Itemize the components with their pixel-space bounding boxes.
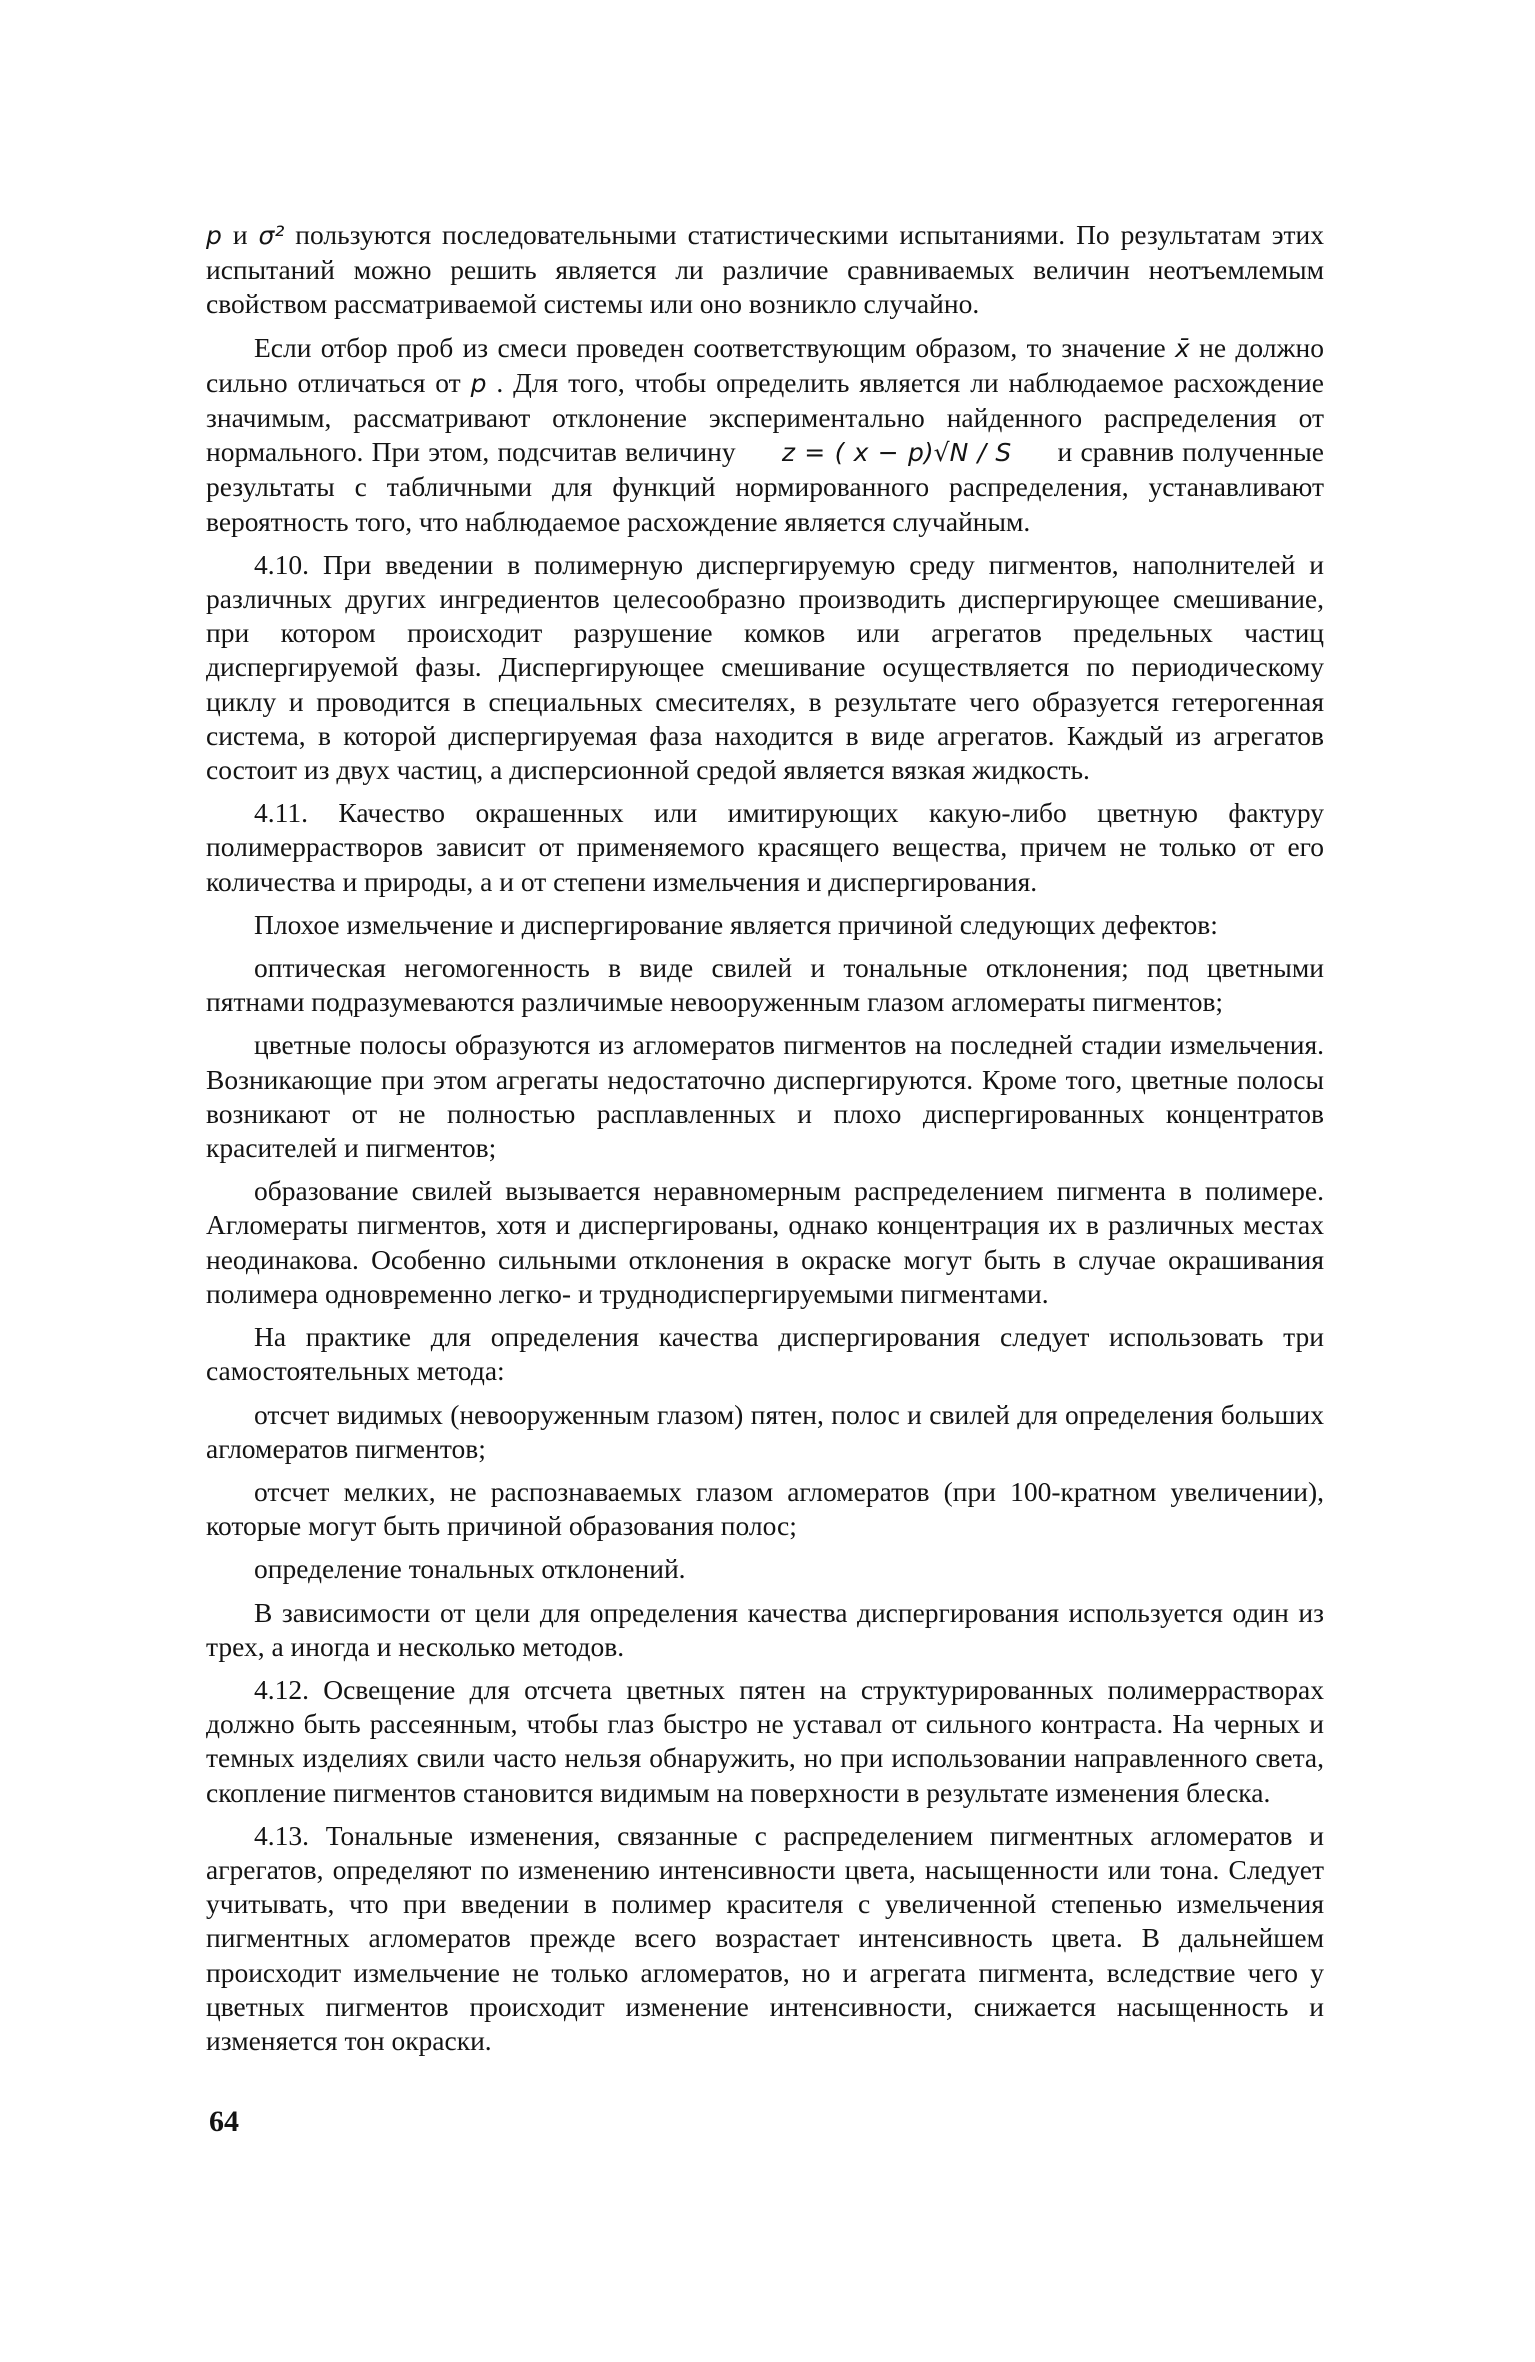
paragraph-1	[206, 218, 1324, 322]
paragraph-section-4-11: 4.11. Качество окрашенных или имитирующих какую-либо цветную фактуру полимеррастворов зависит от применяемого красящего вещества, причем не только от его количества и природы, а и от степени измельчения и диспергирования.	[206, 797, 1324, 897]
paragraph-defects-intro: Плохое измельчение и диспергирование является причиной следующих дефектов:	[254, 908, 1218, 940]
paragraph-method-small: отсчет мелких, не распознаваемых глазом агломератов (при 100-кратном увеличении), которые могут быть причиной образования полос;	[206, 1475, 1324, 1542]
paragraph-methods-intro: На практике для определения качества диспергирования следует использовать три самостоятельных метода:	[206, 1321, 1324, 1387]
symbol-p: p	[206, 221, 222, 250]
symbol-p: p	[470, 368, 487, 398]
text-run: пользуются последовательными статистическими испытаниями. По результатам этих испытаний можно решить является ли различие сравниваемых величин неотъемлемым свойством рассматриваемой системы или оно возникло случайно.	[206, 219, 1324, 320]
paragraph-method-visible: отсчет видимых (невооруженным глазом) пятен, полос и свилей для определения больших агломератов пигментов;	[206, 1398, 1324, 1464]
paragraph-defect-streaks: образование свилей вызывается неравномерным распределением пигмента в полимере. Агломераты пигментов, хотя и диспергированы, однако концентрация их в различных местах неодинакова. Особенно сильными отклонения в окраске могут быть в случае окрашивания полимера одновременно легко- и труднодиспергируемыми пигментами.	[206, 1175, 1324, 1309]
text-run: не должно сильно отличаться от	[206, 331, 1324, 398]
text-run: . Для того, чтобы определить является ли наблюдаемое расхождение значимым, рассматривают отклонение экспериментально найденного распределения от нормального. При этом, подсчитав величину	[206, 366, 1324, 468]
text-run: Если отбор проб из смеси проведен соответствующим образом, то значение	[254, 331, 1176, 363]
text-run: и сравнив полученные результаты с табличными для функций нормированного распределения, устанавливают вероятность того, что наблюдаемое расхождение является случайным.	[206, 436, 1324, 537]
formula-z: z = ( x − p)√N / S	[781, 438, 1012, 468]
paragraph-methods-choice: В зависимости от цели для определения качества диспергирования используется один из трех, а иногда и несколько методов.	[206, 1596, 1324, 1662]
paragraph-defect-optical: оптическая негомогенность в виде свилей и тональные отклонения; под цветными пятнами подразумеваются различимые невооруженным глазом агломераты пигментов;	[206, 952, 1324, 1018]
paragraph-section-4-10: 4.10. При введении в полимерную диспергируемую среду пигментов, наполнителей и различных других ингредиентов целесообразно производить диспергирующее смешивание, при котором происходит разрушение комков или агрегатов предельных частиц диспергируемой фазы. Диспергирующее смешивание осуществляется по периодическому циклу и проводится в специальных смесителях, в результате чего образуется гетерогенная система, в которой диспергируемая фаза находится в виде агрегатов. Каждый из агрегатов состоит из двух частиц, а дисперсионной средой является вязкая жидкость.	[206, 548, 1324, 786]
paragraph-section-4-13: 4.13. Тональные изменения, связанные с распределением пигментных агломератов и агрегатов, определяют по изменению интенсивности цвета, насыщенности или тона. Следует учитывать, что при введении в полимер красителя с увеличенной степенью измельчения пигментных агломератов прежде всего возрастает интенсивность цвета. В дальнейшем происходит измельчение не только агломератов, но и агрегата пигмента, вследствие чего у цветных пигментов происходит изменение интенсивности, снижается насыщенность и изменяется тон окраски.	[206, 1819, 1324, 2056]
text-run: и	[221, 219, 259, 250]
text-column	[206, 218, 1324, 2067]
paragraph-method-tonal: определение тональных отклонений.	[254, 1553, 686, 1585]
symbol-x-bar: x̄	[1175, 333, 1190, 363]
paragraph-2	[206, 331, 1324, 539]
symbol-sigma-squared: σ²	[258, 221, 285, 250]
page-number: 64	[209, 2105, 239, 2138]
paragraph-section-4-12: 4.12. Освещение для отсчета цветных пятен на структурированных полимеррастворах должно быть рассеянным, чтобы глаз быстро не уставал от сильного контраста. На черных и темных изделиях свили часто нельзя обнаружить, но при использовании направленного света, скопление пигментов становится видимым на поверхности в результате изменения блеска.	[206, 1673, 1324, 1808]
paragraph-defect-stripes: цветные полосы образуются из агломератов пигментов на последней стадии измельчения. Возникающие при этом агрегаты недостаточно диспергируются. Кроме того, цветные полосы возникают от не полностью расплавленных и плохо диспергированных концентратов красителей и пигментов;	[206, 1029, 1324, 1164]
